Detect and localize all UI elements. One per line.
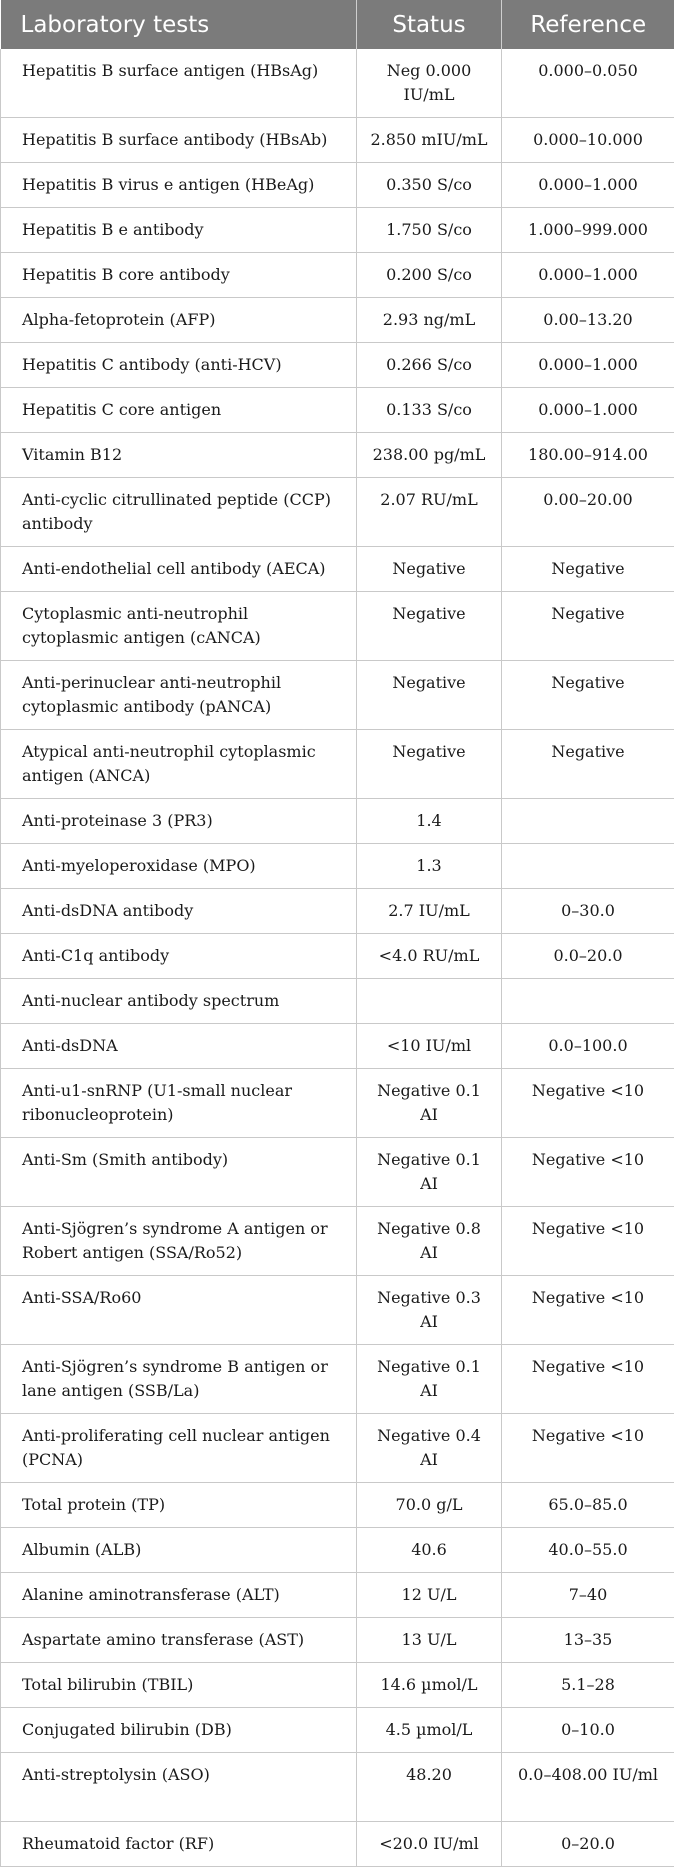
- table-row: [1, 889, 674, 934]
- reference-cell: Negative <10: [502, 1207, 674, 1276]
- reference-cell: 0.000–10.000: [502, 118, 674, 163]
- test-name-cell: Total bilirubin (TBIL): [1, 1663, 357, 1708]
- table-row: [1, 1024, 674, 1069]
- test-name-cell: Hepatitis B virus e antigen (HBeAg): [1, 163, 357, 208]
- test-name-cell: Conjugated bilirubin (DB): [1, 1708, 357, 1753]
- reference-cell: Negative <10: [502, 1138, 674, 1207]
- status-cell: 1.3: [357, 844, 502, 889]
- status-cell: 2.07 RU/mL: [357, 478, 502, 547]
- table-row: [1, 118, 674, 163]
- status-cell: 1.4: [357, 799, 502, 844]
- reference-cell: 13–35: [502, 1618, 674, 1663]
- table-row: [1, 730, 674, 799]
- test-name-cell: Cytoplasmic anti-neutrophil cytoplasmic antigen (cANCA): [1, 592, 357, 661]
- table-body: [1, 49, 674, 1867]
- table-row: [1, 433, 674, 478]
- table-row: [1, 343, 674, 388]
- status-cell: Negative: [357, 730, 502, 799]
- table-row: [1, 1345, 674, 1414]
- table-row: [1, 934, 674, 979]
- reference-cell: 0.000–1.000: [502, 163, 674, 208]
- status-cell: 2.850 mIU/mL: [357, 118, 502, 163]
- test-name-cell: Hepatitis C antibody (anti-HCV): [1, 343, 357, 388]
- test-name-cell: Hepatitis C core antigen: [1, 388, 357, 433]
- table-row: [1, 208, 674, 253]
- table-row: [1, 1276, 674, 1345]
- test-name-cell: Anti-endothelial cell antibody (AECA): [1, 547, 357, 592]
- status-cell: 1.750 S/co: [357, 208, 502, 253]
- table-row: [1, 253, 674, 298]
- test-name-cell: Anti-dsDNA: [1, 1024, 357, 1069]
- reference-cell: 0.0–408.00 IU/ml: [502, 1753, 674, 1822]
- test-name-cell: Anti-Sm (Smith antibody): [1, 1138, 357, 1207]
- status-cell: Negative: [357, 661, 502, 730]
- status-cell: <20.0 IU/ml: [357, 1822, 502, 1867]
- test-name-cell: Anti-myeloperoxidase (MPO): [1, 844, 357, 889]
- reference-cell: 0.0–100.0: [502, 1024, 674, 1069]
- table-row: [1, 1708, 674, 1753]
- header-status: Status: [357, 0, 502, 49]
- test-name-cell: Hepatitis B surface antigen (HBsAg): [1, 49, 357, 118]
- test-name-cell: Hepatitis B surface antibody (HBsAb): [1, 118, 357, 163]
- reference-cell: 0–30.0: [502, 889, 674, 934]
- table-row: [1, 1414, 674, 1483]
- reference-cell: Negative: [502, 547, 674, 592]
- reference-cell: 7–40: [502, 1573, 674, 1618]
- reference-cell: 40.0–55.0: [502, 1528, 674, 1573]
- table-row: [1, 1573, 674, 1618]
- table-row: [1, 1069, 674, 1138]
- test-name-cell: Anti-Sjögren’s syndrome A antigen or Robert antigen (SSA/Ro52): [1, 1207, 357, 1276]
- status-cell: 0.266 S/co: [357, 343, 502, 388]
- status-cell: 0.133 S/co: [357, 388, 502, 433]
- table-row: [1, 1528, 674, 1573]
- reference-cell: 0.000–1.000: [502, 388, 674, 433]
- header-reference: Reference: [502, 0, 674, 49]
- status-cell: 14.6 µmol/L: [357, 1663, 502, 1708]
- reference-cell: Negative <10: [502, 1276, 674, 1345]
- reference-cell: 0.000–1.000: [502, 253, 674, 298]
- test-name-cell: Alanine aminotransferase (ALT): [1, 1573, 357, 1618]
- test-name-cell: Anti-Sjögren’s syndrome B antigen or lane antigen (SSB/La): [1, 1345, 357, 1414]
- reference-cell: Negative <10: [502, 1345, 674, 1414]
- reference-cell: Negative <10: [502, 1069, 674, 1138]
- status-cell: 2.7 IU/mL: [357, 889, 502, 934]
- table-row: [1, 163, 674, 208]
- status-cell: <10 IU/ml: [357, 1024, 502, 1069]
- header-laboratory-tests: Laboratory tests: [1, 0, 357, 49]
- reference-cell: 180.00–914.00: [502, 433, 674, 478]
- reference-cell: 0.00–20.00: [502, 478, 674, 547]
- reference-cell: 0.000–0.050: [502, 49, 674, 118]
- status-cell: 2.93 ng/mL: [357, 298, 502, 343]
- test-name-cell: Anti-u1-snRNP (U1-small nuclear ribonucleoprotein): [1, 1069, 357, 1138]
- reference-cell: 0.000–1.000: [502, 343, 674, 388]
- header-row: [1, 0, 674, 49]
- status-cell: 238.00 pg/mL: [357, 433, 502, 478]
- table-row: [1, 1822, 674, 1867]
- test-name-cell: Anti-proteinase 3 (PR3): [1, 799, 357, 844]
- test-name-cell: Albumin (ALB): [1, 1528, 357, 1573]
- status-cell: Negative 0.1 AI: [357, 1345, 502, 1414]
- table-row: [1, 1138, 674, 1207]
- test-name-cell: Alpha-fetoprotein (AFP): [1, 298, 357, 343]
- status-cell: Negative 0.1 AI: [357, 1138, 502, 1207]
- table-row: [1, 388, 674, 433]
- test-name-cell: Total protein (TP): [1, 1483, 357, 1528]
- table-row: [1, 298, 674, 343]
- status-cell: 0.350 S/co: [357, 163, 502, 208]
- table-row: [1, 1207, 674, 1276]
- table-row: [1, 844, 674, 889]
- table-header: [1, 0, 674, 49]
- reference-cell: Negative: [502, 592, 674, 661]
- table-row: [1, 478, 674, 547]
- test-name-cell: Vitamin B12: [1, 433, 357, 478]
- status-cell: 70.0 g/L: [357, 1483, 502, 1528]
- reference-cell: [502, 799, 674, 844]
- table-row: [1, 49, 674, 118]
- table-row: [1, 1663, 674, 1708]
- status-cell: 40.6: [357, 1528, 502, 1573]
- test-name-cell: Anti-perinuclear anti-neutrophil cytoplasmic antibody (pANCA): [1, 661, 357, 730]
- test-name-cell: Anti-SSA/Ro60: [1, 1276, 357, 1345]
- status-cell: 48.20: [357, 1753, 502, 1822]
- reference-cell: [502, 844, 674, 889]
- status-cell: Negative 0.3 AI: [357, 1276, 502, 1345]
- reference-cell: 1.000–999.000: [502, 208, 674, 253]
- reference-cell: 0.00–13.20: [502, 298, 674, 343]
- status-cell: [357, 979, 502, 1024]
- status-cell: Negative: [357, 547, 502, 592]
- reference-cell: 0–10.0: [502, 1708, 674, 1753]
- test-name-cell: Anti-streptolysin (ASO): [1, 1753, 357, 1822]
- reference-cell: [502, 979, 674, 1024]
- test-name-cell: Anti-cyclic citrullinated peptide (CCP) antibody: [1, 478, 357, 547]
- status-cell: Negative 0.8 AI: [357, 1207, 502, 1276]
- test-name-cell: Anti-nuclear antibody spectrum: [1, 979, 357, 1024]
- test-name-cell: Anti-C1q antibody: [1, 934, 357, 979]
- table-row: [1, 799, 674, 844]
- status-cell: Negative: [357, 592, 502, 661]
- status-cell: Negative 0.1 AI: [357, 1069, 502, 1138]
- status-cell: <4.0 RU/mL: [357, 934, 502, 979]
- reference-cell: Negative: [502, 730, 674, 799]
- reference-cell: 65.0–85.0: [502, 1483, 674, 1528]
- test-name-cell: Anti-proliferating cell nuclear antigen (PCNA): [1, 1414, 357, 1483]
- status-cell: 13 U/L: [357, 1618, 502, 1663]
- table-row: [1, 592, 674, 661]
- table-row: [1, 661, 674, 730]
- reference-cell: Negative <10: [502, 1414, 674, 1483]
- test-name-cell: Hepatitis B core antibody: [1, 253, 357, 298]
- test-name-cell: Anti-dsDNA antibody: [1, 889, 357, 934]
- table-row: [1, 547, 674, 592]
- reference-cell: 0.0–20.0: [502, 934, 674, 979]
- table-row: [1, 1483, 674, 1528]
- reference-cell: 0–20.0: [502, 1822, 674, 1867]
- reference-cell: Negative: [502, 661, 674, 730]
- table-row: [1, 1618, 674, 1663]
- status-cell: Neg 0.000 IU/mL: [357, 49, 502, 118]
- status-cell: Negative 0.4 AI: [357, 1414, 502, 1483]
- status-cell: 0.200 S/co: [357, 253, 502, 298]
- test-name-cell: Rheumatoid factor (RF): [1, 1822, 357, 1867]
- test-name-cell: Atypical anti-neutrophil cytoplasmic antigen (ANCA): [1, 730, 357, 799]
- status-cell: 12 U/L: [357, 1573, 502, 1618]
- table-row: [1, 1753, 674, 1822]
- table-row: [1, 979, 674, 1024]
- reference-cell: 5.1–28: [502, 1663, 674, 1708]
- test-name-cell: Hepatitis B e antibody: [1, 208, 357, 253]
- test-name-cell: Aspartate amino transferase (AST): [1, 1618, 357, 1663]
- status-cell: 4.5 µmol/L: [357, 1708, 502, 1753]
